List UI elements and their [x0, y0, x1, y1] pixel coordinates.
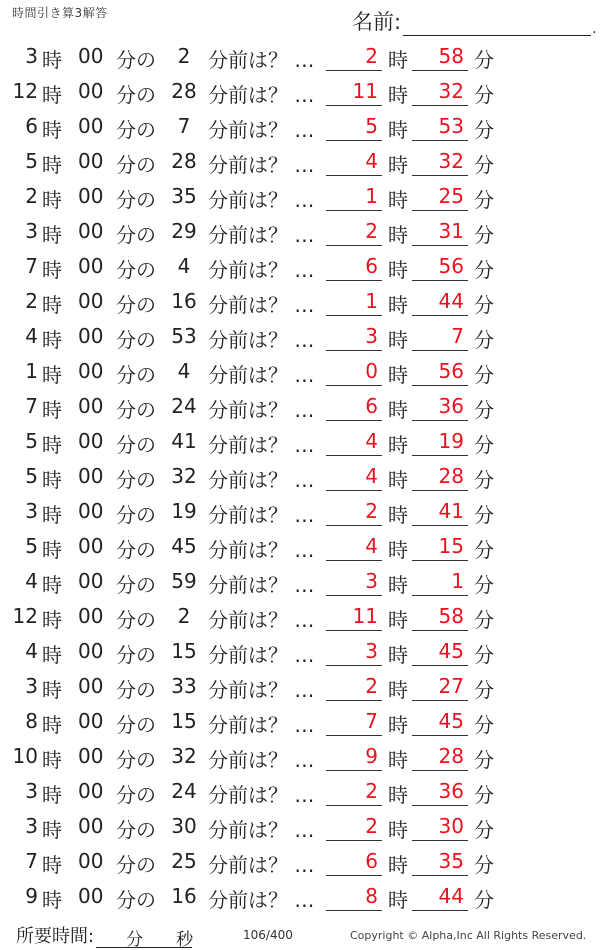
answer-minute: 53 — [412, 112, 468, 141]
answer-hour-unit: 時 — [388, 503, 408, 527]
answer-minute: 45 — [412, 707, 468, 736]
answer-minute-unit: 分 — [474, 643, 494, 667]
minute-unit-no: 分の — [116, 538, 156, 562]
start-hour: 4 — [25, 639, 38, 663]
answer-minute-unit: 分 — [474, 888, 494, 912]
minutes-subtracted: 4 — [177, 254, 191, 278]
hour-unit: 時 — [42, 783, 62, 807]
hour-unit: 時 — [42, 293, 62, 317]
answer-minute-unit: 分 — [474, 678, 494, 702]
name-blank-line — [403, 13, 591, 36]
start-hour: 1 — [25, 359, 38, 383]
hour-unit: 時 — [42, 363, 62, 387]
hour-unit: 時 — [42, 223, 62, 247]
answer-minute-unit: 分 — [474, 748, 494, 772]
answer-hour: 2 — [326, 812, 382, 841]
answer-hour: 4 — [326, 427, 382, 456]
minutes-before-text: 分前は？ … — [208, 713, 315, 737]
answer-minute: 45 — [412, 637, 468, 666]
start-minute: 00 — [78, 44, 104, 68]
minute-unit-no: 分の — [116, 468, 156, 492]
answer-hour: 6 — [326, 847, 382, 876]
problem-row — [0, 284, 600, 319]
answer-hour-unit: 時 — [388, 153, 408, 177]
answer-hour-unit: 時 — [388, 118, 408, 142]
minutes-subtracted: 7 — [177, 114, 191, 138]
minutes-subtracted: 41 — [171, 429, 197, 453]
minutes-before-text: 分前は？ … — [208, 48, 315, 72]
minutes-subtracted: 35 — [171, 184, 197, 208]
start-minute: 00 — [78, 219, 104, 243]
answer-minute-unit: 分 — [474, 853, 494, 877]
answer-hour-unit: 時 — [388, 363, 408, 387]
problem-row — [0, 459, 600, 494]
answer-minute-unit: 分 — [474, 398, 494, 422]
hour-unit: 時 — [42, 748, 62, 772]
start-minute: 00 — [78, 114, 104, 138]
answer-minute-unit: 分 — [474, 83, 494, 107]
answer-hour: 5 — [326, 112, 382, 141]
hour-unit: 時 — [42, 328, 62, 352]
minute-unit-no: 分の — [116, 363, 156, 387]
answer-minute: 44 — [412, 287, 468, 316]
answer-hour-unit: 時 — [388, 293, 408, 317]
minutes-subtracted: 28 — [171, 149, 197, 173]
minutes-before-text: 分前は？ … — [208, 258, 315, 282]
answer-hour-unit: 時 — [388, 818, 408, 842]
hour-unit: 時 — [42, 118, 62, 142]
minutes-subtracted: 28 — [171, 79, 197, 103]
minutes-before-text: 分前は？ … — [208, 153, 315, 177]
answer-minute: 28 — [412, 462, 468, 491]
answer-hour: 1 — [326, 287, 382, 316]
minutes-subtracted: 30 — [171, 814, 197, 838]
answer-hour: 4 — [326, 532, 382, 561]
answer-hour-unit: 時 — [388, 398, 408, 422]
start-minute: 00 — [78, 499, 104, 523]
problem-row — [0, 424, 600, 459]
required-time-label: 所要時間: — [16, 926, 95, 947]
answer-minute-unit: 分 — [474, 328, 494, 352]
minutes-before-text: 分前は？ … — [208, 678, 315, 702]
answer-minute: 36 — [412, 392, 468, 421]
problem-row — [0, 529, 600, 564]
problem-row — [0, 844, 600, 879]
start-minute: 00 — [78, 604, 104, 628]
minutes-subtracted: 24 — [171, 779, 197, 803]
start-hour: 7 — [25, 394, 38, 418]
minute-unit-no: 分の — [116, 223, 156, 247]
problem-row — [0, 704, 600, 739]
required-time — [16, 922, 192, 948]
start-minute: 00 — [78, 569, 104, 593]
answer-hour-unit: 時 — [388, 748, 408, 772]
start-hour: 3 — [25, 499, 38, 523]
answer-minute: 19 — [412, 427, 468, 456]
answer-hour: 6 — [326, 392, 382, 421]
start-hour: 6 — [25, 114, 38, 138]
name-dot: . — [592, 21, 597, 37]
minute-unit-no: 分の — [116, 293, 156, 317]
answer-hour-unit: 時 — [388, 573, 408, 597]
minutes-before-text: 分前は？ … — [208, 748, 315, 772]
answer-hour: 9 — [326, 742, 382, 771]
start-hour: 3 — [25, 814, 38, 838]
start-minute: 00 — [78, 149, 104, 173]
problem-row — [0, 249, 600, 284]
answer-minute: 56 — [412, 357, 468, 386]
minute-unit-no: 分の — [116, 888, 156, 912]
minute-unit-no: 分の — [116, 608, 156, 632]
start-minute: 00 — [78, 184, 104, 208]
start-hour: 3 — [25, 779, 38, 803]
start-minute: 00 — [78, 359, 104, 383]
answer-minute-unit: 分 — [474, 503, 494, 527]
minutes-subtracted: 2 — [177, 604, 191, 628]
answer-hour-unit: 時 — [388, 258, 408, 282]
minute-unit-no: 分の — [116, 853, 156, 877]
answer-hour-unit: 時 — [388, 433, 408, 457]
minutes-before-text: 分前は？ … — [208, 643, 315, 667]
answer-hour-unit: 時 — [388, 853, 408, 877]
answer-hour-unit: 時 — [388, 608, 408, 632]
minutes-subtracted: 16 — [171, 884, 197, 908]
answer-hour-unit: 時 — [388, 468, 408, 492]
answer-minute: 36 — [412, 777, 468, 806]
start-minute: 00 — [78, 394, 104, 418]
hour-unit: 時 — [42, 538, 62, 562]
start-minute: 00 — [78, 254, 104, 278]
hour-unit: 時 — [42, 503, 62, 527]
hour-unit: 時 — [42, 573, 62, 597]
hour-unit: 時 — [42, 853, 62, 877]
problem-row — [0, 74, 600, 109]
minutes-before-text: 分前は？ … — [208, 363, 315, 387]
problem-row — [0, 739, 600, 774]
answer-hour: 3 — [326, 567, 382, 596]
answer-hour: 0 — [326, 357, 382, 386]
problem-list — [0, 39, 600, 914]
answer-minute-unit: 分 — [474, 468, 494, 492]
start-hour: 4 — [25, 324, 38, 348]
minutes-subtracted: 15 — [171, 709, 197, 733]
minutes-subtracted: 24 — [171, 394, 197, 418]
answer-minute-unit: 分 — [474, 433, 494, 457]
answer-minute-unit: 分 — [474, 223, 494, 247]
answer-hour-unit: 時 — [388, 188, 408, 212]
minutes-subtracted: 29 — [171, 219, 197, 243]
problem-row — [0, 494, 600, 529]
problem-row — [0, 774, 600, 809]
problem-row — [0, 144, 600, 179]
answer-hour-unit: 時 — [388, 48, 408, 72]
answer-minute-unit: 分 — [474, 153, 494, 177]
minutes-before-text: 分前は？ … — [208, 573, 315, 597]
hour-unit: 時 — [42, 83, 62, 107]
answer-minute: 27 — [412, 672, 468, 701]
start-hour: 12 — [12, 604, 38, 628]
minutes-subtracted: 19 — [171, 499, 197, 523]
answer-minute-unit: 分 — [474, 573, 494, 597]
answer-minute: 31 — [412, 217, 468, 246]
answer-minute: 41 — [412, 497, 468, 526]
start-minute: 00 — [78, 779, 104, 803]
start-minute: 00 — [78, 639, 104, 663]
hour-unit: 時 — [42, 713, 62, 737]
answer-hour-unit: 時 — [388, 888, 408, 912]
answer-hour-unit: 時 — [388, 223, 408, 247]
start-hour: 5 — [25, 534, 38, 558]
problem-row — [0, 319, 600, 354]
hour-unit: 時 — [42, 48, 62, 72]
minutes-before-text: 分前は？ … — [208, 468, 315, 492]
start-minute: 00 — [78, 79, 104, 103]
minutes-subtracted: 15 — [171, 639, 197, 663]
answer-hour: 2 — [326, 42, 382, 71]
start-hour: 2 — [25, 289, 38, 313]
minutes-before-text: 分前は？ … — [208, 398, 315, 422]
answer-hour: 2 — [326, 777, 382, 806]
minutes-subtracted: 4 — [177, 359, 191, 383]
answer-minute-unit: 分 — [474, 538, 494, 562]
answer-hour-unit: 時 — [388, 713, 408, 737]
answer-minute-unit: 分 — [474, 713, 494, 737]
problem-row — [0, 599, 600, 634]
answer-hour-unit: 時 — [388, 783, 408, 807]
answer-hour: 11 — [326, 77, 382, 106]
minute-unit-no: 分の — [116, 48, 156, 72]
minutes-before-text: 分前は？ … — [208, 608, 315, 632]
minutes-label: 分 — [126, 930, 144, 950]
minute-unit-no: 分の — [116, 188, 156, 212]
start-hour: 9 — [25, 884, 38, 908]
minutes-subtracted: 16 — [171, 289, 197, 313]
answer-minute: 25 — [412, 182, 468, 211]
problem-row — [0, 214, 600, 249]
problem-row — [0, 354, 600, 389]
problem-row — [0, 634, 600, 669]
minute-unit-no: 分の — [116, 503, 156, 527]
minute-unit-no: 分の — [116, 258, 156, 282]
hour-unit: 時 — [42, 818, 62, 842]
footer — [0, 918, 600, 949]
start-minute: 00 — [78, 429, 104, 453]
answer-minute-unit: 分 — [474, 293, 494, 317]
answer-minute-unit: 分 — [474, 818, 494, 842]
problem-row — [0, 669, 600, 704]
answer-minute-unit: 分 — [474, 608, 494, 632]
hour-unit: 時 — [42, 258, 62, 282]
minute-unit-no: 分の — [116, 433, 156, 457]
minutes-before-text: 分前は？ … — [208, 328, 315, 352]
problem-row — [0, 809, 600, 844]
start-hour: 3 — [25, 44, 38, 68]
answer-hour: 8 — [326, 882, 382, 911]
problem-row — [0, 109, 600, 144]
name-field — [352, 6, 597, 36]
minute-unit-no: 分の — [116, 398, 156, 422]
start-hour: 3 — [25, 674, 38, 698]
minute-unit-no: 分の — [116, 713, 156, 737]
answer-minute: 28 — [412, 742, 468, 771]
start-minute: 00 — [78, 674, 104, 698]
minute-unit-no: 分の — [116, 153, 156, 177]
start-minute: 00 — [78, 849, 104, 873]
minutes-subtracted: 25 — [171, 849, 197, 873]
minutes-before-text: 分前は？ … — [208, 188, 315, 212]
minutes-subtracted: 32 — [171, 464, 197, 488]
start-hour: 3 — [25, 219, 38, 243]
answer-hour: 7 — [326, 707, 382, 736]
start-minute: 00 — [78, 464, 104, 488]
start-hour: 5 — [25, 429, 38, 453]
copyright: Copyright © Alpha,Inc All Rights Reserved. — [350, 929, 587, 942]
minutes-before-text: 分前は？ … — [208, 783, 315, 807]
start-hour: 5 — [25, 149, 38, 173]
minutes-before-text: 分前は？ … — [208, 223, 315, 247]
start-minute: 00 — [78, 814, 104, 838]
start-hour: 8 — [25, 709, 38, 733]
hour-unit: 時 — [42, 398, 62, 422]
answer-minute: 1 — [412, 567, 468, 596]
seconds-label: 秒 — [176, 930, 194, 950]
minutes-before-text: 分前は？ … — [208, 83, 315, 107]
answer-hour: 2 — [326, 672, 382, 701]
start-hour: 7 — [25, 849, 38, 873]
minutes-subtracted: 33 — [171, 674, 197, 698]
hour-unit: 時 — [42, 153, 62, 177]
answer-hour-unit: 時 — [388, 678, 408, 702]
page-number: 106/400 — [243, 928, 293, 942]
minutes-subtracted: 59 — [171, 569, 197, 593]
answer-hour: 3 — [326, 322, 382, 351]
minutes-subtracted: 45 — [171, 534, 197, 558]
answer-hour-unit: 時 — [388, 538, 408, 562]
start-minute: 00 — [78, 884, 104, 908]
answer-hour: 11 — [326, 602, 382, 631]
start-minute: 00 — [78, 709, 104, 733]
minutes-subtracted: 53 — [171, 324, 197, 348]
minute-unit-no: 分の — [116, 818, 156, 842]
answer-hour: 4 — [326, 147, 382, 176]
problem-row — [0, 389, 600, 424]
answer-minute-unit: 分 — [474, 363, 494, 387]
start-minute: 00 — [78, 534, 104, 558]
start-minute: 00 — [78, 744, 104, 768]
answer-hour-unit: 時 — [388, 643, 408, 667]
start-hour: 5 — [25, 464, 38, 488]
minutes-before-text: 分前は？ … — [208, 503, 315, 527]
answer-hour: 1 — [326, 182, 382, 211]
minutes-before-text: 分前は？ … — [208, 433, 315, 457]
answer-minute: 32 — [412, 77, 468, 106]
answer-minute: 32 — [412, 147, 468, 176]
hour-unit: 時 — [42, 643, 62, 667]
answer-minute: 58 — [412, 602, 468, 631]
hour-unit: 時 — [42, 433, 62, 457]
minute-unit-no: 分の — [116, 643, 156, 667]
answer-hour: 6 — [326, 252, 382, 281]
answer-minute: 15 — [412, 532, 468, 561]
answer-minute-unit: 分 — [474, 188, 494, 212]
minutes-subtracted: 32 — [171, 744, 197, 768]
minute-unit-no: 分の — [116, 83, 156, 107]
minutes-before-text: 分前は？ … — [208, 118, 315, 142]
name-label: 名前: — [352, 10, 402, 34]
answer-minute: 7 — [412, 322, 468, 351]
problem-row — [0, 564, 600, 599]
answer-minute: 35 — [412, 847, 468, 876]
start-hour: 4 — [25, 569, 38, 593]
answer-minute-unit: 分 — [474, 258, 494, 282]
start-hour: 2 — [25, 184, 38, 208]
hour-unit: 時 — [42, 468, 62, 492]
worksheet-title: 時間引き算3解答 — [12, 6, 108, 20]
answer-minute-unit: 分 — [474, 118, 494, 142]
start-hour: 12 — [12, 79, 38, 103]
minutes-before-text: 分前は？ … — [208, 818, 315, 842]
minute-unit-no: 分の — [116, 573, 156, 597]
answer-minute: 30 — [412, 812, 468, 841]
start-hour: 7 — [25, 254, 38, 278]
problem-row — [0, 179, 600, 214]
minute-unit-no: 分の — [116, 783, 156, 807]
problem-row — [0, 879, 600, 914]
hour-unit: 時 — [42, 678, 62, 702]
start-minute: 00 — [78, 324, 104, 348]
answer-hour-unit: 時 — [388, 328, 408, 352]
minute-unit-no: 分の — [116, 118, 156, 142]
minutes-before-text: 分前は？ … — [208, 538, 315, 562]
answer-minute-unit: 分 — [474, 48, 494, 72]
required-time-blank — [96, 925, 192, 948]
answer-minute-unit: 分 — [474, 783, 494, 807]
answer-minute: 56 — [412, 252, 468, 281]
answer-hour: 4 — [326, 462, 382, 491]
hour-unit: 時 — [42, 188, 62, 212]
start-hour: 10 — [12, 744, 38, 768]
minute-unit-no: 分の — [116, 678, 156, 702]
minutes-before-text: 分前は？ … — [208, 888, 315, 912]
answer-minute: 58 — [412, 42, 468, 71]
start-minute: 00 — [78, 289, 104, 313]
answer-hour-unit: 時 — [388, 83, 408, 107]
minutes-before-text: 分前は？ … — [208, 853, 315, 877]
hour-unit: 時 — [42, 608, 62, 632]
answer-hour: 3 — [326, 637, 382, 666]
minute-unit-no: 分の — [116, 328, 156, 352]
minutes-before-text: 分前は？ … — [208, 293, 315, 317]
minute-unit-no: 分の — [116, 748, 156, 772]
answer-minute: 44 — [412, 882, 468, 911]
problem-row — [0, 39, 600, 74]
answer-hour: 2 — [326, 497, 382, 526]
hour-unit: 時 — [42, 888, 62, 912]
minutes-subtracted: 2 — [177, 44, 191, 68]
answer-hour: 2 — [326, 217, 382, 246]
